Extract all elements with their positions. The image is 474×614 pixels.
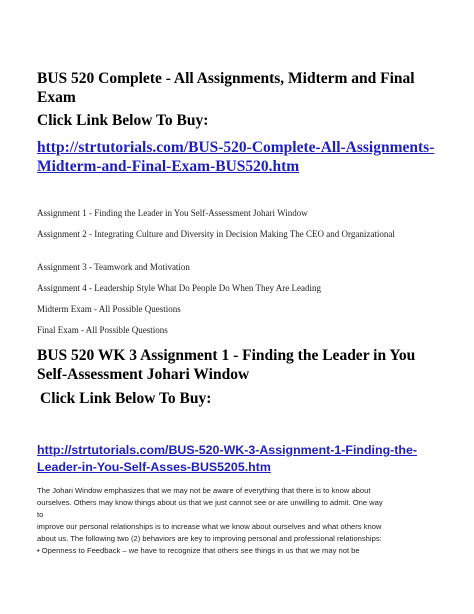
list-item: Assignment 1 - Finding the Leader in You Self-Assessment Johari Window bbox=[37, 208, 308, 218]
paragraph-line: • Openness to Feedback – we have to recognize that others see things in us that we may not be bbox=[37, 546, 360, 555]
body-paragraph bbox=[37, 485, 447, 557]
buy-link-complete[interactable]: http://strtutorials.com/BUS-520-Complete-All-Assignments-Midterm-and-Final-Exam-BUS520.htm bbox=[37, 139, 435, 175]
paragraph-line: about us. The following two (2) behaviors are key to improving personal and professional relationships: bbox=[37, 534, 382, 543]
paragraph-line: to bbox=[37, 510, 44, 519]
click-to-buy-label: Click Link Below To Buy: bbox=[40, 390, 212, 407]
list-item: Final Exam - All Possible Questions bbox=[37, 325, 168, 335]
buy-link-assignment[interactable]: http://strtutorials.com/BUS-520-WK-3-Assignment-1-Finding-the-Leader-in-You-Self-Asses-BUS5205.htm bbox=[37, 443, 417, 474]
list-item: Midterm Exam - All Possible Questions bbox=[37, 304, 181, 314]
document-title: BUS 520 Complete - All Assignments, Midterm and Final Exam bbox=[37, 70, 415, 106]
paragraph-line: The Johari Window emphasizes that we may not be aware of everything that there is to know about bbox=[37, 486, 371, 495]
list-item: Assignment 4 - Leadership Style What Do People Do When They Are Leading bbox=[37, 283, 321, 293]
paragraph-line: ourselves. Others may know things about us that we just cannot see or are unwilling to admit. One way bbox=[37, 498, 383, 507]
list-item: Assignment 2 - Integrating Culture and Diversity in Decision Making The CEO and Organizational bbox=[37, 229, 395, 239]
section-title: BUS 520 WK 3 Assignment 1 - Finding the Leader in You Self-Assessment Johari Window bbox=[37, 347, 416, 383]
paragraph-line: improve our personal relationships is to increase what we know about ourselves and what others know bbox=[37, 522, 382, 531]
click-to-buy-label: Click Link Below To Buy: bbox=[37, 112, 209, 129]
list-item: Assignment 3 - Teamwork and Motivation bbox=[37, 262, 190, 272]
